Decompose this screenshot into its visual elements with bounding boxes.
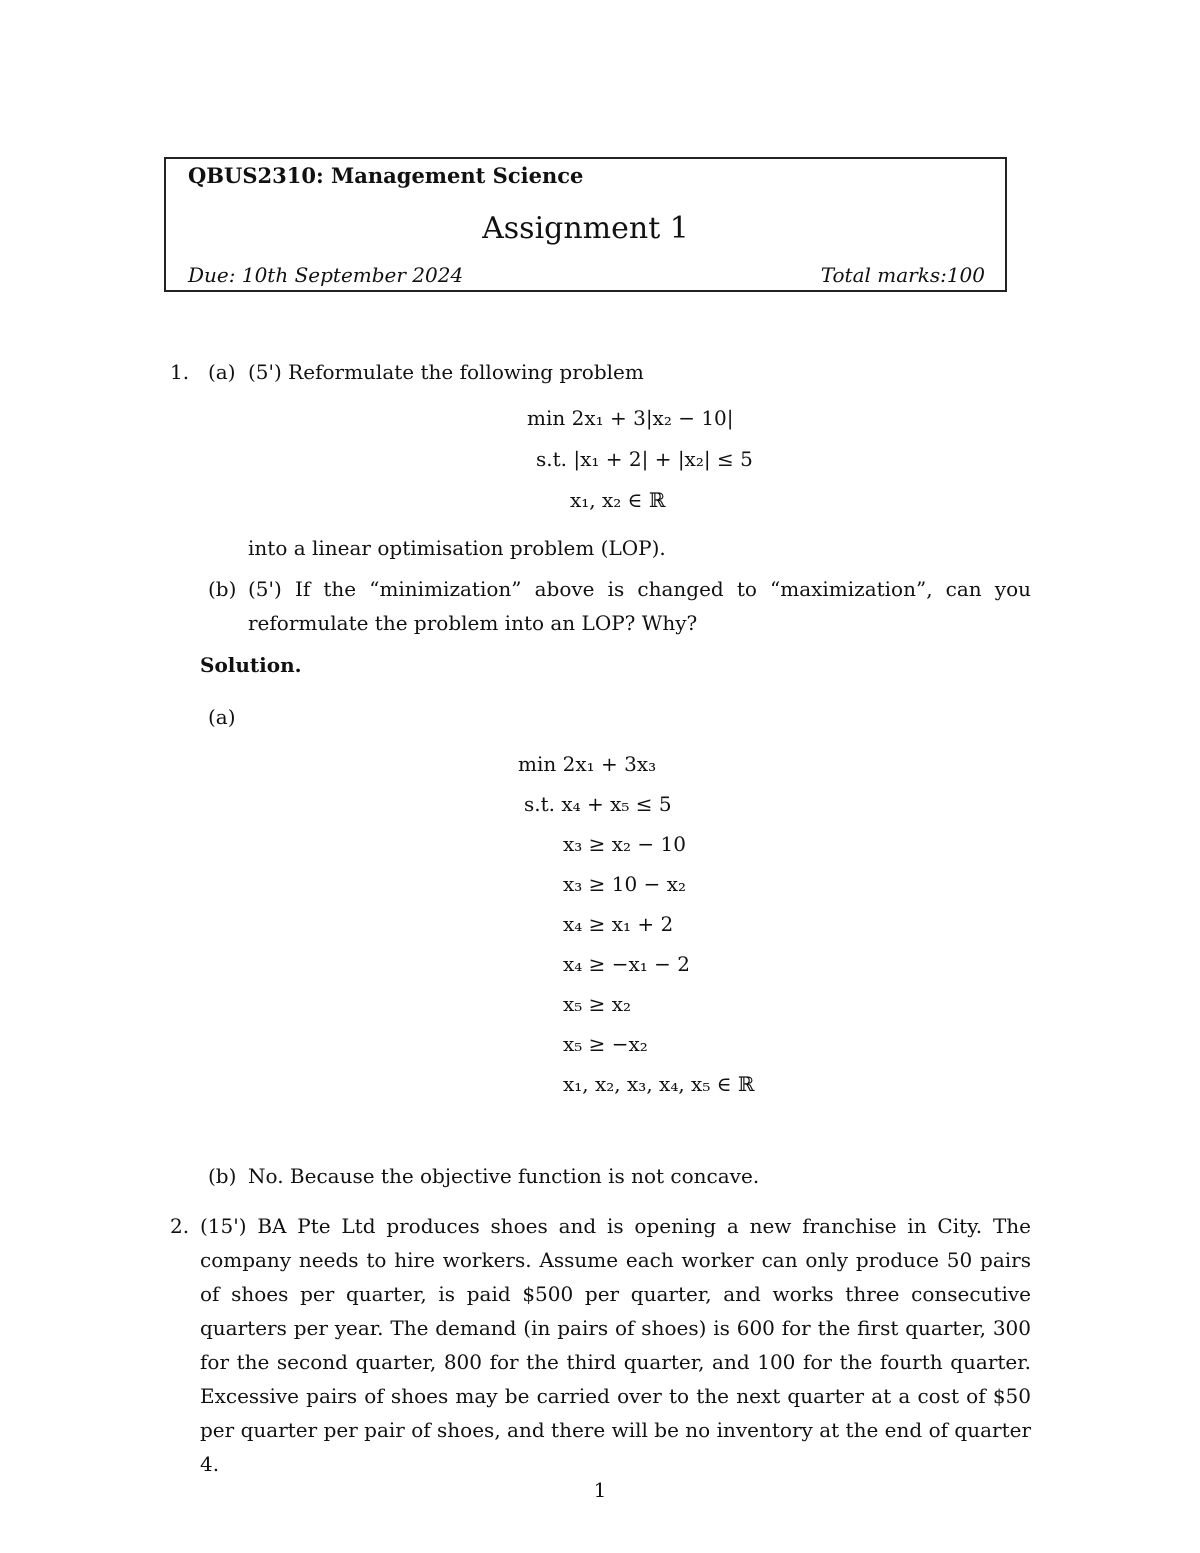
- solution-line: x₃ ≥ x₂ − 10: [563, 832, 686, 856]
- question-1b-text: (5') If the “minimization” above is changed to “maximization”, can you reformulate the problem into an LOP? Why?: [248, 577, 1031, 635]
- due-date: Due: 10th September 2024: [188, 263, 464, 287]
- problem-objective: min 2x₁ + 3|x₂ − 10|: [527, 406, 734, 430]
- total-marks: Total marks:100: [820, 263, 985, 287]
- solution-line: s.t. x₄ + x₅ ≤ 5: [524, 792, 672, 816]
- problem-domain: x₁, x₂ ∈ ℝ: [570, 488, 666, 512]
- assignment-header-box: [164, 157, 1007, 292]
- solution-line: x₅ ≥ −x₂: [563, 1032, 648, 1056]
- solution-b-label: (b): [208, 1164, 237, 1188]
- assignment-title: Assignment 1: [482, 211, 689, 246]
- question-2-text: (15') BA Pte Ltd produces shoes and is opening a new franchise in City. The company needs to hire workers. Assume each worker can only produce 50 pairs of shoes per quarter, is paid $500 per quarter, and works three consecutive quarters per year. The demand (in pairs of shoes) is 600 for the first quarter, 300 for the second quarter, 800 for the third quarter, and 100 for the fourth quarter. Excessive pairs of shoes may be carried over to the next quarter at a cost of $50 per quarter per pair of shoes, and there will be no inventory at the end of quarter 4.: [200, 1214, 1031, 1476]
- question-1-number: 1.: [170, 360, 190, 384]
- solution-line: x₄ ≥ −x₁ − 2: [563, 952, 691, 976]
- question-1a-text: (5') Reformulate the following problem: [248, 360, 644, 384]
- solution-a-label: (a): [208, 705, 236, 729]
- course-title: QBUS2310: Management Science: [188, 163, 584, 188]
- question-1a-label: (a): [208, 360, 236, 384]
- solution-line: min 2x₁ + 3x₃: [518, 752, 657, 776]
- page-number: 1: [593, 1478, 607, 1502]
- solution-b-text: No. Because the objective function is not concave.: [248, 1164, 760, 1188]
- question-2-number: 2.: [170, 1214, 190, 1238]
- solution-line: x₁, x₂, x₃, x₄, x₅ ∈ ℝ: [563, 1072, 755, 1096]
- solution-line: x₃ ≥ 10 − x₂: [563, 872, 686, 896]
- solution-line: x₅ ≥ x₂: [563, 992, 632, 1016]
- question-1b-label: (b): [208, 577, 237, 601]
- question-1a-followup: into a linear optimisation problem (LOP).: [248, 536, 666, 560]
- problem-constraint: s.t. |x₁ + 2| + |x₂| ≤ 5: [536, 447, 753, 471]
- solution-line: x₄ ≥ x₁ + 2: [563, 912, 674, 936]
- solution-label: Solution.: [200, 653, 302, 677]
